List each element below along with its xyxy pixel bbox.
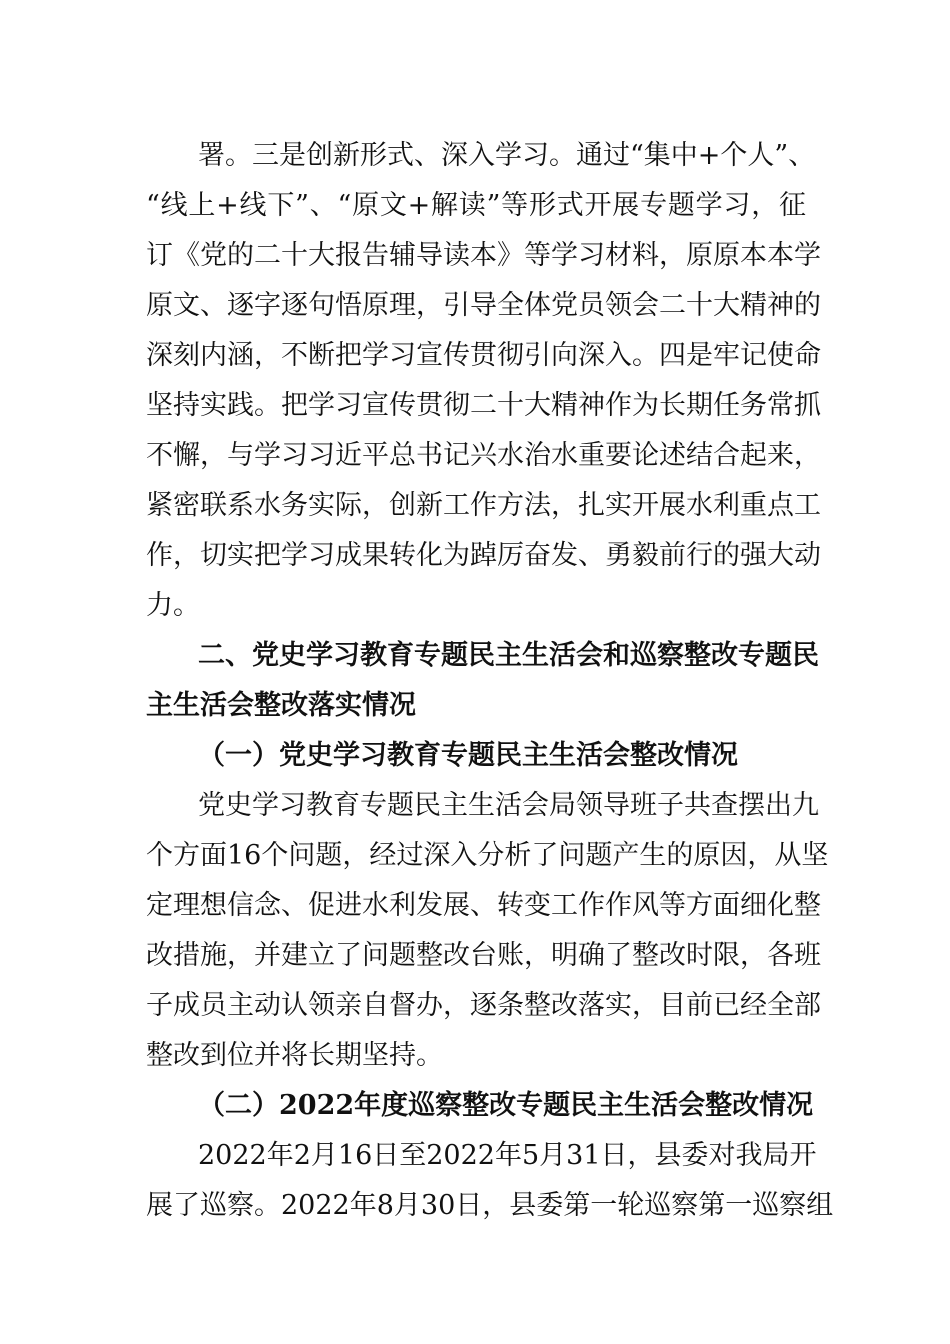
paragraph-line: 力。 (146, 590, 200, 621)
paragraph-line: 坚持实践。把学习宣传贯彻二十大精神作为长期任务常抓 (146, 390, 821, 421)
paragraph-line: “线上+线下”、“原文+解读”等形式开展专题学习，征 (146, 190, 806, 221)
section-heading: 主生活会整改落实情况 (146, 690, 416, 721)
paragraph-line: 深刻内涵，不断把学习宣传贯彻引向深入。四是牢记使命 (146, 340, 821, 371)
paragraph-line: 紧密联系水务实际，创新工作方法，扎实开展水利重点工 (146, 490, 821, 521)
paragraph-line: 订《党的二十大报告辅导读本》等学习材料，原原本本学 (146, 240, 821, 271)
paragraph-line: 个方面16个问题，经过深入分析了问题产生的原因，从坚 (146, 840, 829, 871)
paragraph-line: 展了巡察。2022年8月30日，县委第一轮巡察第一巡察组 (146, 1190, 834, 1221)
paragraph-line: 改措施，并建立了问题整改台账，明确了整改时限，各班 (146, 940, 821, 971)
paragraph-line: 整改到位并将长期坚持。 (146, 1040, 443, 1071)
paragraph-line: 署。三是创新形式、深入学习。通过“集中+个人”、 (198, 140, 816, 171)
subsection-heading: （二）2022年度巡察整改专题民主生活会整改情况 (198, 1090, 814, 1121)
paragraph-line: 不懈，与学习习近平总书记兴水治水重要论述结合起来， (146, 440, 821, 471)
paragraph-line: 原文、逐字逐句悟原理，引导全体党员领会二十大精神的 (146, 290, 821, 321)
paragraph-line: 定理想信念、促进水利发展、转变工作作风等方面细化整 (146, 890, 821, 921)
paragraph-line: 2022年2月16日至2022年5月31日，县委对我局开 (198, 1140, 817, 1171)
paragraph-line: 党史学习教育专题民主生活会局领导班子共查摆出九 (198, 790, 819, 821)
subsection-heading: （一）党史学习教育专题民主生活会整改情况 (198, 740, 738, 771)
paragraph-line: 作，切实把学习成果转化为踔厉奋发、勇毅前行的强大动 (146, 540, 821, 571)
section-heading: 二、党史学习教育专题民主生活会和巡察整改专题民 (198, 640, 819, 671)
paragraph-line: 子成员主动认领亲自督办，逐条整改落实，目前已经全部 (146, 990, 821, 1021)
